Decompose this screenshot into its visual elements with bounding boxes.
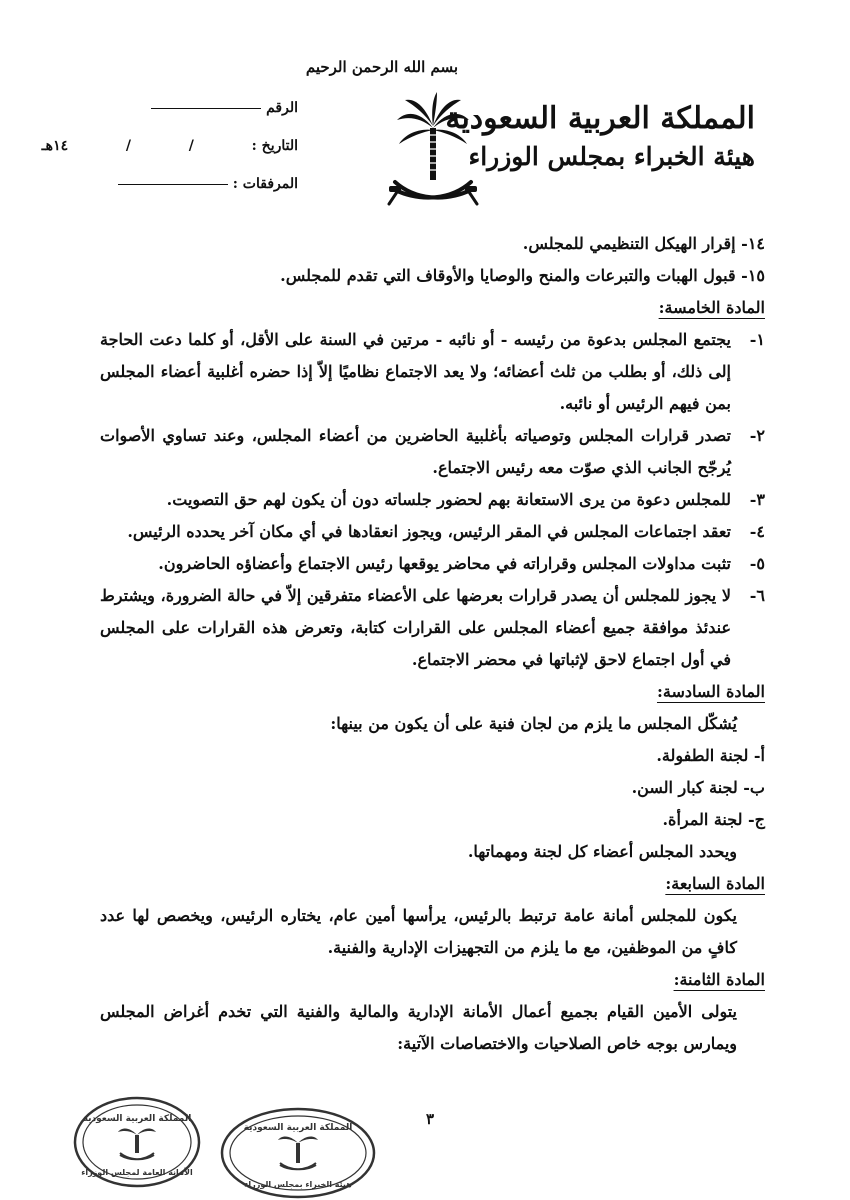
article-8-heading: المادة الثامنة: — [673, 970, 765, 989]
date-label: التاريخ : — [251, 138, 298, 154]
item-number: ٢- — [749, 426, 765, 445]
date-row — [42, 138, 298, 154]
article-7-text: يكون للمجلس أمانة عامة ترتبط بالرئيس، يرأسها أمين عام، يختاره الرئيس، ويخصص لها عدد كافٍ من الموظفين، مع ما يلزم من التجهيزات الإدارية والفنية. — [100, 906, 737, 957]
article-6-heading: المادة السادسة: — [656, 682, 765, 701]
reference-number-label: الرقم — [266, 100, 298, 116]
agency-name: هيئة الخبراء بمجلس الوزراء — [468, 142, 755, 171]
item-text: يجتمع المجلس بدعوة من رئيسه - أو نائبه - مرتين في السنة على الأقل، أو كلما دعت الحاجة إلى ذلك، أو بطلب من ثلث أعضائه؛ ولا يعد الاجتماع نظاميًا إلاّ إذا حضره أغلبية أعضاء المجلس بمن فيهم الرئيس أو نائبه. — [100, 330, 731, 413]
attachments-row — [118, 176, 298, 192]
stamp-text: هيئة الخبراء بمجلس الوزراء — [244, 1180, 352, 1189]
reference-number-line — [151, 108, 261, 109]
kingdom-name: المملكة العربية السعودية — [445, 101, 755, 136]
item-text: تصدر قرارات المجلس وتوصياته بأغلبية الحاضرين من أعضاء المجلس، وعند تساوي الأصوات يُرجّح الجانب الذي صوّت معه رئيس الاجتماع. — [100, 426, 732, 477]
date-suffix: ١٤هـ — [41, 138, 69, 154]
stamp-text: المملكة العربية السعودية — [82, 1114, 192, 1124]
committee-item: ج- لجنة المرأة. — [662, 810, 765, 829]
article-5-item — [100, 420, 765, 484]
article-5-heading: المادة الخامسة: — [658, 298, 765, 317]
article-5-item — [100, 548, 765, 580]
item-text: تثبت مداولات المجلس وقراراته في محاضر يوقعها رئيس الاجتماع وأعضاؤه الحاضرون. — [158, 554, 731, 573]
attachments-label: المرفقات : — [232, 176, 298, 192]
palm-swords-emblem-icon — [118, 1129, 156, 1160]
item-number: ٥- — [749, 554, 765, 573]
item-15: ١٥- قبول الهبات والتبرعات والمنح والوصايا والأوقاف التي تقدم للمجلس. — [280, 266, 765, 285]
item-number: ٤- — [749, 522, 765, 541]
article-6-intro: يُشكّل المجلس ما يلزم من لجان فنية على أن يكون من بينها: — [330, 714, 737, 733]
committee-item: أ- لجنة الطفولة. — [656, 746, 765, 765]
stamp-text: الأمانة العامة لمجلس الوزراء — [81, 1168, 193, 1177]
article-5-item — [100, 580, 765, 676]
article-5-item — [100, 324, 765, 420]
item-number: ٦- — [749, 586, 765, 605]
article-6-closing: ويحدد المجلس أعضاء كل لجنة ومهماتها. — [467, 842, 737, 861]
article-8-text: يتولى الأمين القيام بجميع أعمال الأمانة الإدارية والمالية والفنية التي تخدم أغراض المجلس ويمارس بوجه خاص الصلاحيات والاختصاصات الآتية: — [100, 1002, 737, 1053]
item-number: ١- — [749, 330, 765, 349]
item-text: للمجلس دعوة من يرى الاستعانة بهم لحضور جلساته دون أن يكون لهم حق التصويت. — [166, 490, 731, 509]
experts-seal-stamp — [218, 1105, 378, 1200]
committee-item: ب- لجنة كبار السن. — [631, 778, 765, 797]
date-separator: / — [188, 138, 194, 154]
document-body — [100, 228, 765, 1060]
attachments-line — [118, 184, 228, 185]
reference-number-row — [151, 100, 298, 116]
secretariat-seal-stamp — [72, 1095, 202, 1190]
stamp-text: المملكة العربية السعودية — [243, 1123, 353, 1133]
article-5-item — [100, 516, 765, 548]
date-separator: / — [125, 138, 131, 154]
article-5-item — [100, 484, 765, 516]
page-number: ٣ — [425, 1110, 435, 1128]
item-14: ١٤- إقرار الهيكل التنظيمي للمجلس. — [522, 234, 765, 253]
item-text: لا يجوز للمجلس أن يصدر قرارات بعرضها على الأعضاء متفرقين إلاّ في حالة الضرورة، ويشترط عندئذ موافقة جميع أعضاء المجلس على القرارات كتابة، وتعرض هذه القرارات على المجلس في أول اجتماع لاحق لإثباتها في محضر الاجتماع. — [100, 586, 731, 669]
item-text: تعقد اجتماعات المجلس في المقر الرئيس، ويجوز انعقادها في أي مكان آخر يحدده الرئيس. — [127, 522, 731, 541]
item-number: ٣- — [749, 490, 765, 509]
basmala: بسم الله الرحمن الرحيم — [305, 58, 458, 76]
palm-swords-emblem-icon — [278, 1137, 318, 1170]
article-7-heading: المادة السابعة: — [665, 874, 765, 893]
